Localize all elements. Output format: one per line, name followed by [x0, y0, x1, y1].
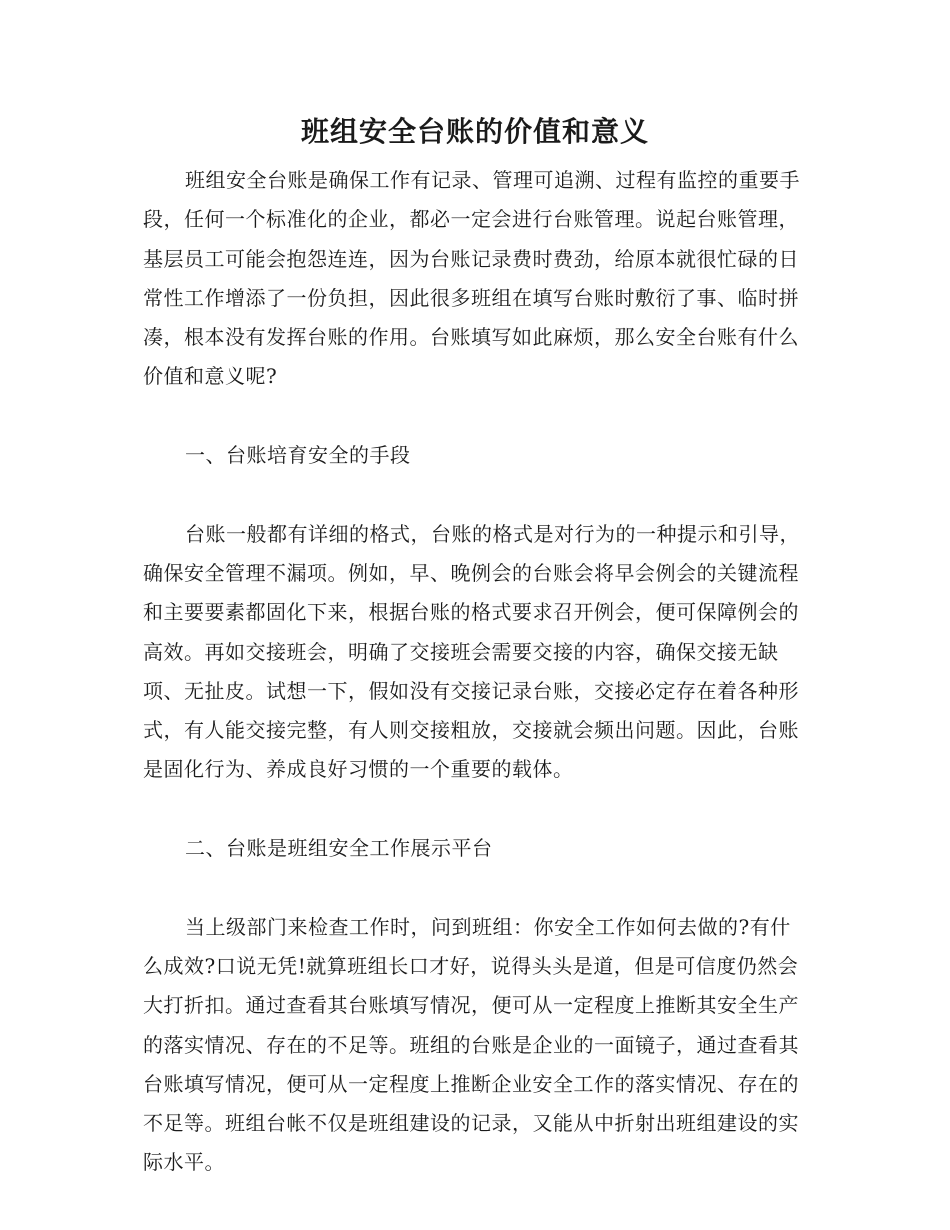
paragraph-spacer [143, 790, 803, 829]
section-heading-2: 二、台账是班组安全工作展示平台 [185, 836, 493, 861]
paragraph-section-1: 台账一般都有详细的格式，台账的格式是对行为的一种提示和引导，确保安全管理不漏项。例如，早、晚例会的台账会将早会例会的关键流程和主要要素都固化下来，根据台账的格式要求召开例会，便可保障例会的高效。再如交接班会，明确了交接班会需要交接的内容，确保交接无缺项、无扯皮。试想一下，假如没有交接记录台账，交接必定存在着各种形式，有人能交接完整，有人则交接粗放，交接就会频出问题。因此，台账是固化行为、养成良好习惯的一个重要的载体。 [143, 521, 800, 782]
document-title: 班组安全台账的价值和意义 [300, 115, 649, 148]
paragraph-spacer [143, 868, 803, 907]
paragraph-spacer [143, 475, 803, 514]
document-body [143, 161, 803, 1183]
section-heading-1: 一、台账培育安全的手段 [185, 443, 411, 468]
paragraph-section-2: 当上级部门来检查工作时，问到班组：你安全工作如何去做的?有什么成效?口说无凭!就算班组长口才好，说得头头是道，但是可信度仍然会大打折扣。通过查看其台账填写情况，便可从一定程度上推断其安全生产的落实情况、存在的不足等。班组的台账是企业的一面镜子，通过查看其台账填写情况，便可从一定程度上推断企业安全工作的落实情况、存在的不足等。班组台帐不仅是班组建设的记录，又能从中折射出班组建设的实际水平。 [143, 914, 799, 1175]
paragraph-intro: 班组安全台账是确保工作有记录、管理可追溯、过程有监控的重要手段，任何一个标准化的企业，都必一定会进行台账管理。说起台账管理，基层员工可能会抱怨连连，因为台账记录费时费劲，给原本就很忙碌的日常性工作增添了一份负担，因此很多班组在填写台账时敷衍了事、临时拼凑，根本没有发挥台账的作用。台账填写如此麻烦，那么安全台账有什么价值和意义呢? [143, 168, 800, 389]
paragraph-spacer [143, 397, 803, 436]
